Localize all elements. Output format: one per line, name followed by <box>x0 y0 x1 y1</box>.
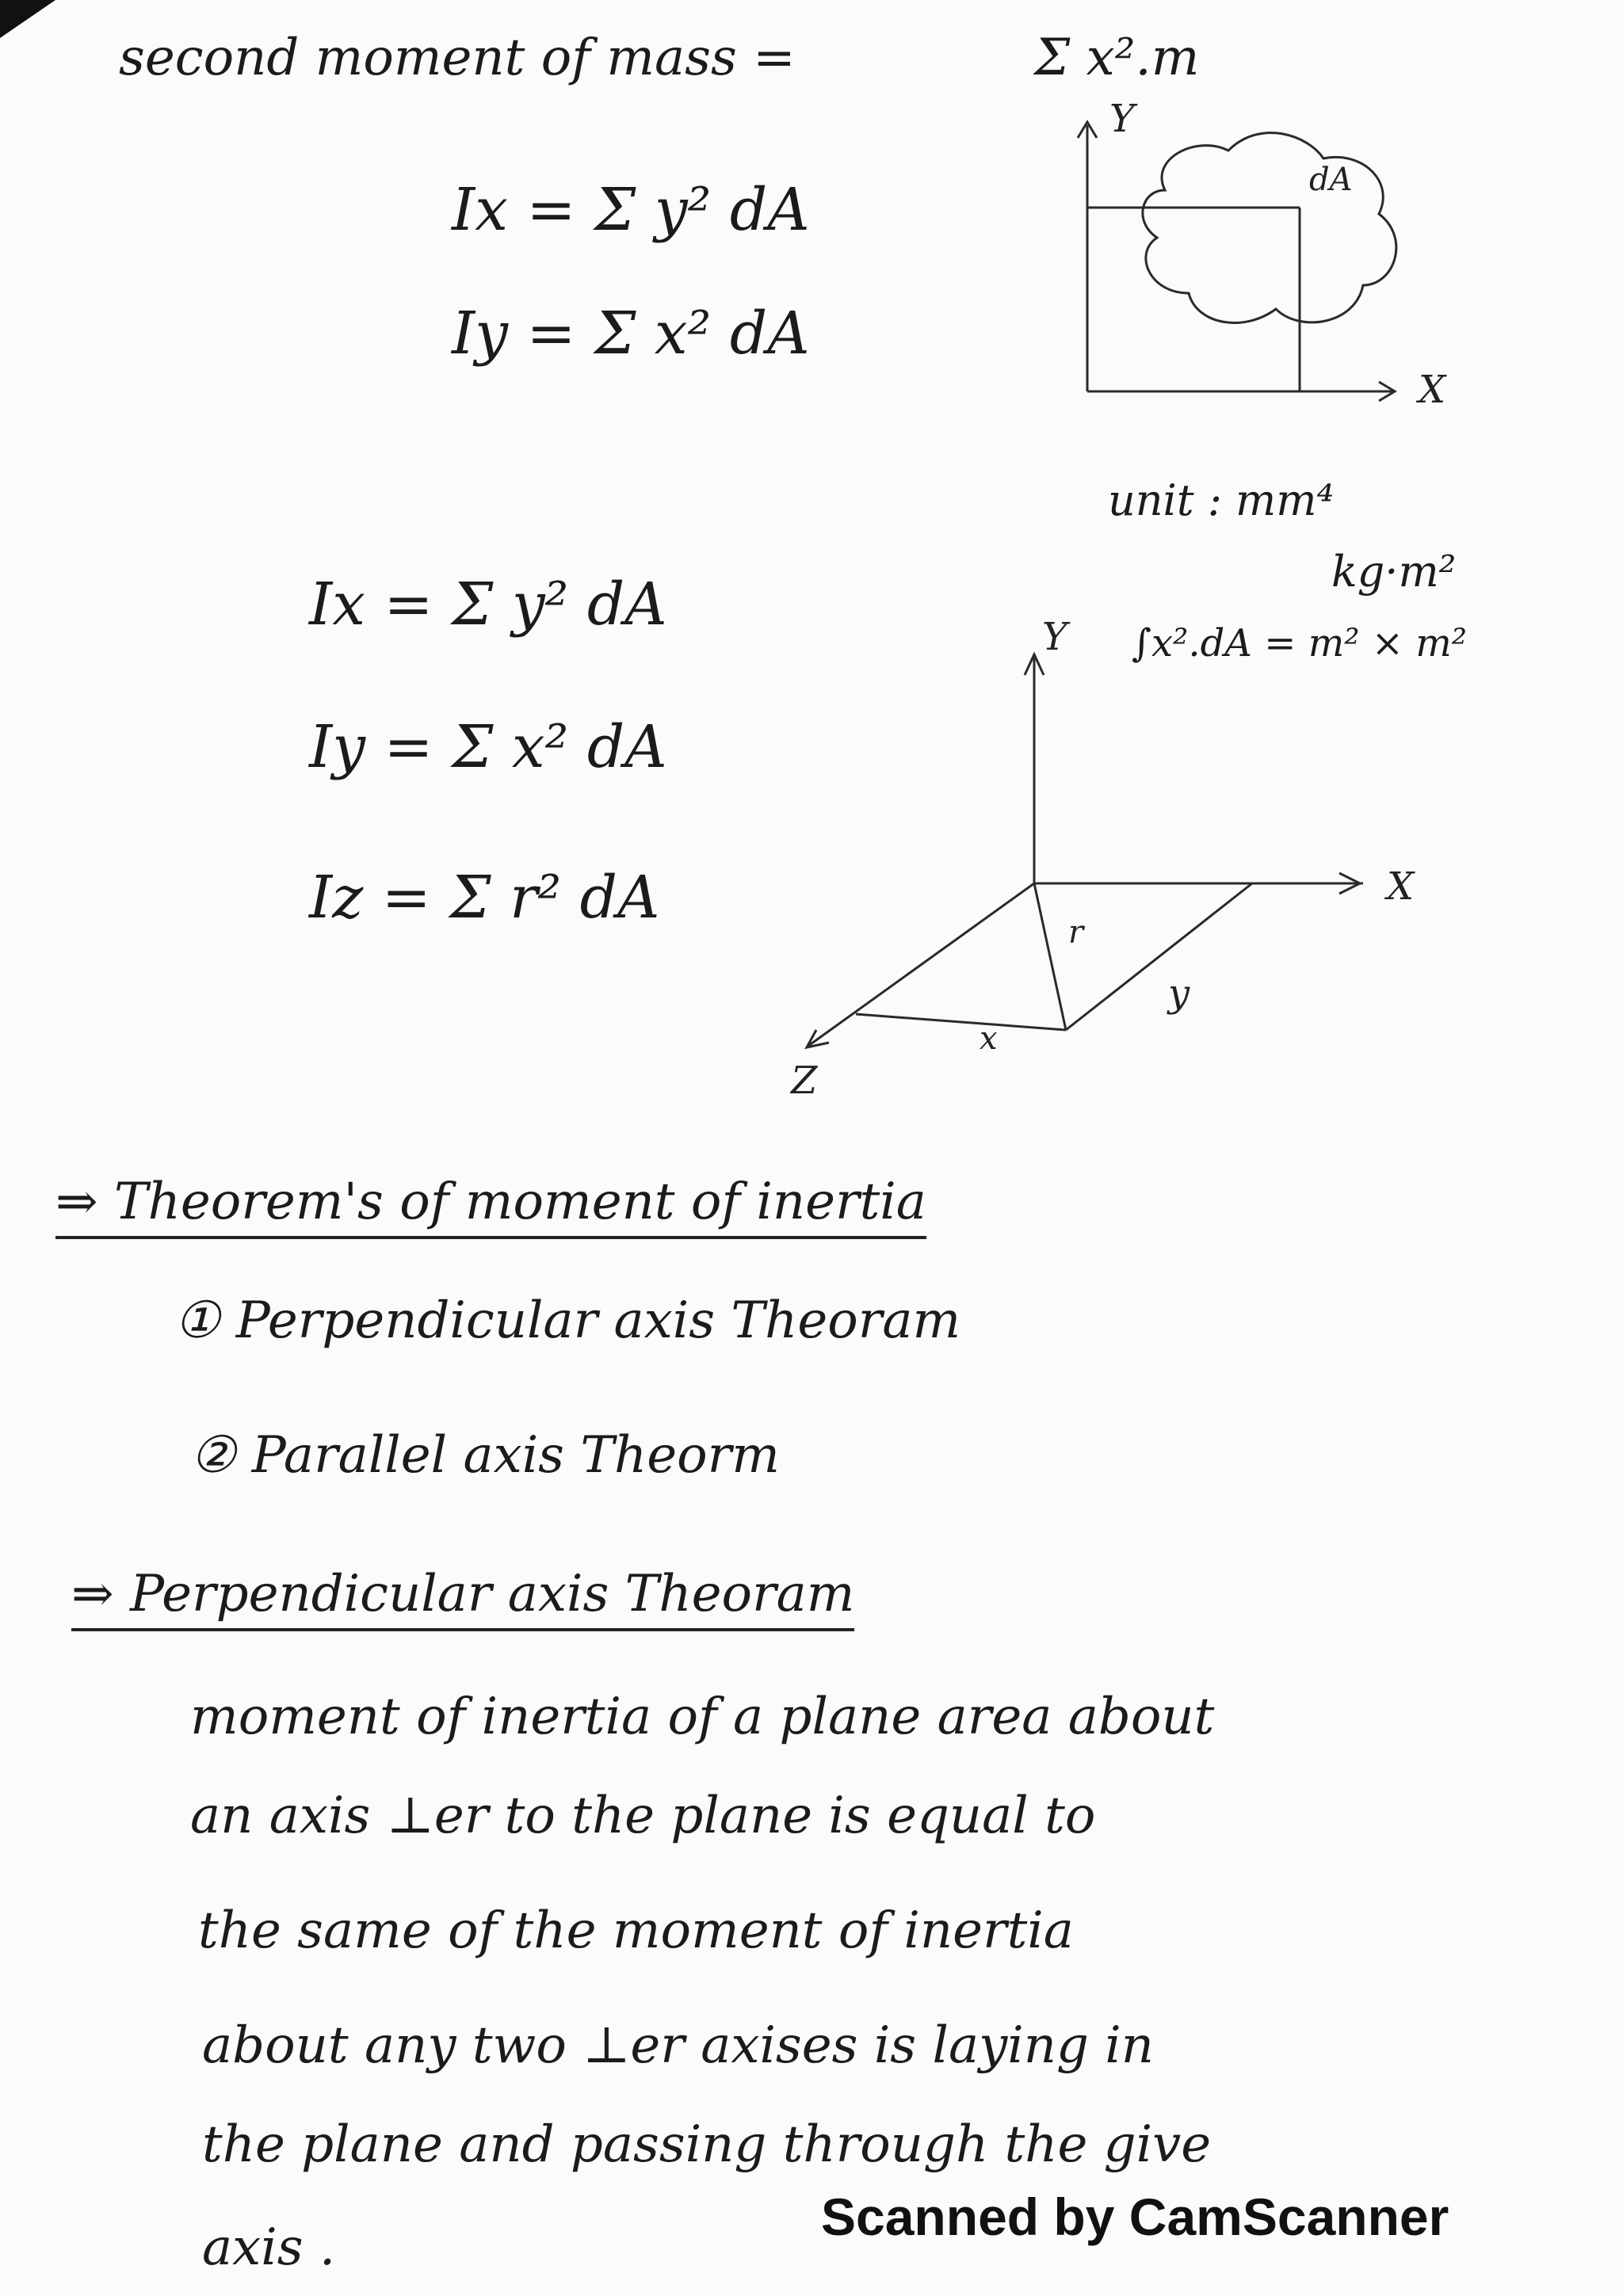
three-axis-diagram <box>761 602 1442 1109</box>
axis-z-3d-label: Z <box>791 1058 818 1103</box>
top-equation-iy: Iy = Σ x² dA <box>452 299 810 368</box>
x-projection-label: x <box>980 1020 998 1057</box>
units-line-1: unit : mm⁴ <box>1108 475 1335 525</box>
header-title-right: Σ x².m <box>1034 29 1200 87</box>
perpendicular-line-1: moment of inertia of a plane area about <box>190 1688 1215 1746</box>
top-diagram-x-label: X <box>1419 368 1446 412</box>
perpendicular-line-4: about any two ⊥er axises is laying in <box>202 2016 1154 2075</box>
r-label: r <box>1068 914 1084 951</box>
top-equation-ix: Ix = Σ y² dA <box>452 176 810 244</box>
camscanner-watermark: Scanned by CamScanner <box>821 2187 1449 2246</box>
axis-z-3d <box>808 883 1034 1046</box>
mid-equation-ix: Ix = Σ y² dA <box>309 570 667 639</box>
top-diagram-da-label: dA <box>1309 162 1353 198</box>
theorems-heading-text: ⇒ Theorem's of moment of inertia <box>55 1173 926 1239</box>
y-projection-label: y <box>1168 971 1190 1016</box>
perpendicular-line-5: the plane and passing through the give <box>202 2115 1212 2174</box>
theorem-item-parallel: ② Parallel axis Theorm <box>190 1426 780 1485</box>
perpendicular-line-6: axis . <box>202 2218 336 2277</box>
top-diagram-y-label: Y <box>1109 97 1135 141</box>
x-projection-line <box>856 1014 1066 1030</box>
axis-y-3d-label: Y <box>1042 615 1067 659</box>
perpendicular-line-3: the same of the moment of inertia <box>198 1901 1074 1960</box>
perpendicular-heading <box>71 1565 854 1623</box>
theorem-item-perpendicular: ① Perpendicular axis Theoram <box>174 1291 961 1350</box>
mid-equation-iy: Iy = Σ x² dA <box>309 713 667 781</box>
theorems-heading <box>55 1173 926 1231</box>
irregular-area-outline <box>1143 133 1396 323</box>
perpendicular-heading-text: ⇒ Perpendicular axis Theoram <box>71 1565 854 1631</box>
perpendicular-line-2: an axis ⊥er to the plane is equal to <box>190 1787 1096 1845</box>
units-line-2: kg·m² <box>1331 547 1457 597</box>
y-projection-line <box>1066 883 1252 1030</box>
mid-equation-iz: Iz = Σ r² dA <box>309 864 660 932</box>
area-element-diagram <box>1062 97 1474 412</box>
header-title-left: second moment of mass = <box>119 29 796 87</box>
units-line-3: ∫x².dA = m² × m² <box>1132 621 1467 666</box>
axis-x-3d-label: X <box>1387 864 1415 909</box>
r-line <box>1034 883 1066 1030</box>
corner-fold-mark <box>0 0 55 38</box>
